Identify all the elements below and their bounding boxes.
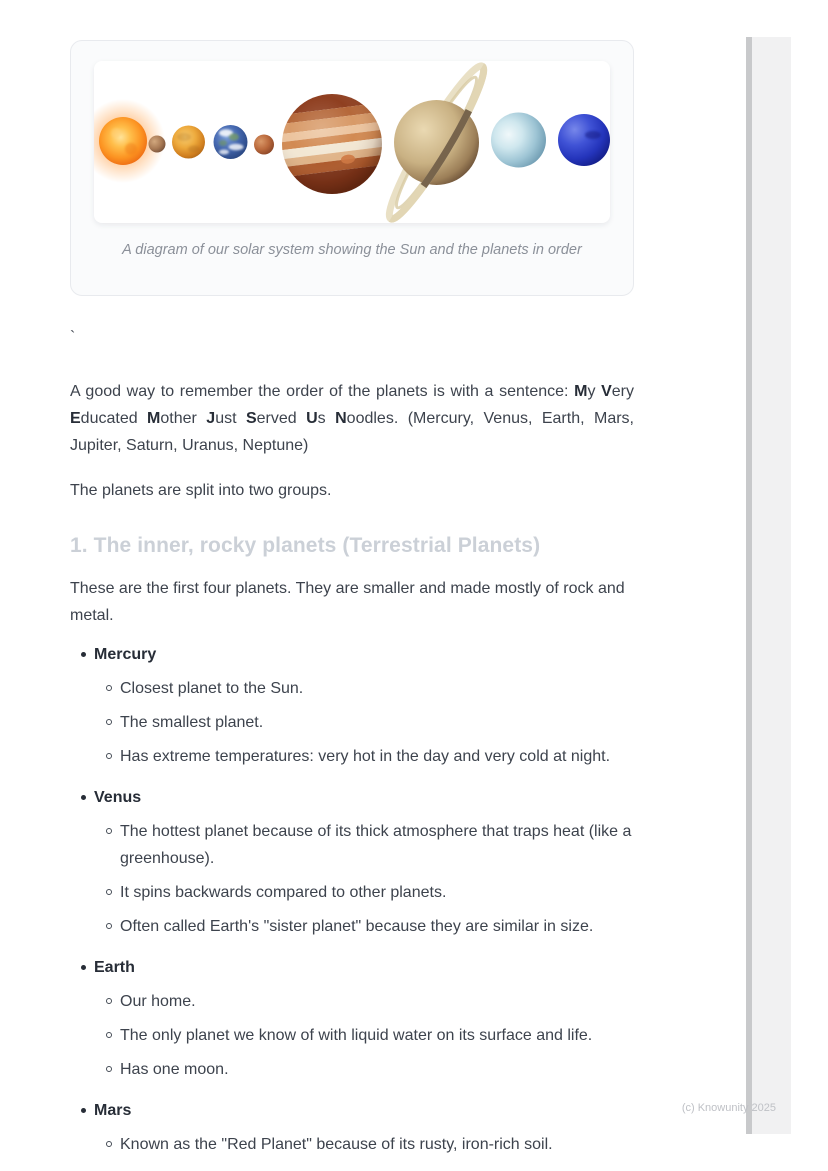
mnemonic-bold-letter: J <box>206 410 216 427</box>
mnemonic-bold-letter: S <box>245 410 257 427</box>
circle-bullet-icon <box>106 828 112 834</box>
circle-bullet-icon <box>106 719 112 725</box>
fact-item <box>94 675 634 702</box>
planet-group-mercury <box>70 641 634 770</box>
circle-bullet-icon <box>106 1141 112 1147</box>
circle-bullet-icon <box>106 685 112 691</box>
planet-group-earth <box>70 954 634 1083</box>
planet-name: Mars <box>94 1102 132 1119</box>
fact-item <box>94 743 634 770</box>
mnemonic-bold-letter: U <box>306 410 318 427</box>
fact-text: The hottest planet because of its thick atmosphere that traps heat (like a greenhouse). <box>120 823 632 867</box>
mars-graphic <box>254 135 274 155</box>
fact-item <box>94 818 634 872</box>
disc-bullet-icon <box>81 1108 86 1113</box>
watermark: (c) Knowunity 2025 <box>681 1102 776 1114</box>
fact-item <box>94 988 634 1015</box>
fact-text: Often called Earth's "sister planet" because they are similar in size. <box>120 918 594 935</box>
fact-item <box>94 913 634 940</box>
fact-text: Known as the "Red Planet" because of its rusty, iron-rich soil. <box>120 1136 553 1153</box>
solar-system-svg <box>94 61 610 223</box>
circle-bullet-icon <box>106 998 112 1004</box>
bullet-cell <box>70 954 94 981</box>
planet-list <box>70 641 634 1158</box>
circle-bullet-cell <box>94 1131 120 1158</box>
section-heading: 1. The inner, rocky planets (Terrestrial Planets) <box>70 534 541 557</box>
jupiter-graphic <box>266 82 399 206</box>
planet-name-row <box>70 1097 634 1124</box>
planet-group-venus <box>70 784 634 940</box>
circle-bullet-icon <box>106 923 112 929</box>
circle-bullet-cell <box>94 675 120 702</box>
fact-item <box>94 1056 634 1083</box>
disc-bullet-icon <box>81 965 86 970</box>
planet-name: Venus <box>94 789 142 806</box>
bullet-cell <box>70 784 94 811</box>
fact-text: Our home. <box>120 993 196 1010</box>
fact-text: Has one moon. <box>120 1061 229 1078</box>
fact-item <box>94 879 634 906</box>
fact-text: The smallest planet. <box>120 714 264 731</box>
scrollbar-thumb[interactable] <box>746 37 752 1134</box>
circle-bullet-icon <box>106 1032 112 1038</box>
disc-bullet-icon <box>81 652 86 657</box>
mnemonic-paragraph: A good way to remember the order of the planets is with a sentence: My Very Educated Mother Just Served Us Noodles. (Mercury, Venus, Earth, Mars, Jupiter, Saturn, Uranus, Neptune) <box>70 383 634 454</box>
mercury-graphic <box>149 136 166 153</box>
circle-bullet-cell <box>94 1056 120 1083</box>
fact-text: Closest planet to the Sun. <box>120 680 304 697</box>
saturn-graphic <box>380 61 494 223</box>
circle-bullet-cell <box>94 879 120 906</box>
planet-name: Earth <box>94 959 135 976</box>
planet-name-row <box>70 784 634 811</box>
circle-bullet-icon <box>106 889 112 895</box>
solar-system-figure-card <box>70 40 634 296</box>
earth-graphic <box>214 125 248 159</box>
fact-item <box>94 1131 634 1158</box>
stray-backtick: ` <box>70 329 76 346</box>
fact-text: It spins backwards compared to other planets. <box>120 884 447 901</box>
bullet-cell <box>70 1097 94 1124</box>
venus-graphic <box>172 126 205 159</box>
circle-bullet-cell <box>94 743 120 770</box>
planet-name-row <box>70 954 634 981</box>
section-intro: These are the first four planets. They are smaller and made mostly of rock and metal. <box>70 580 625 624</box>
circle-bullet-cell <box>94 709 120 736</box>
mnemonic-bold-letter: E <box>70 410 81 427</box>
groups-paragraph: The planets are split into two groups. <box>70 482 332 499</box>
circle-bullet-icon <box>106 1066 112 1072</box>
fact-item <box>94 1022 634 1049</box>
fact-text: Has extreme temperatures: very hot in the day and very cold at night. <box>120 748 611 765</box>
neptune-graphic <box>558 114 610 166</box>
uranus-graphic <box>491 113 546 168</box>
planet-name-row <box>70 641 634 668</box>
circle-bullet-cell <box>94 818 120 872</box>
figure-caption: A diagram of our solar system showing the Sun and the planets in order <box>122 242 582 258</box>
document-content <box>70 40 634 1158</box>
circle-bullet-cell <box>94 988 120 1015</box>
planet-name: Mercury <box>94 646 157 663</box>
mnemonic-bold-letter: V <box>601 383 612 400</box>
fact-item <box>94 709 634 736</box>
circle-bullet-icon <box>106 753 112 759</box>
circle-bullet-cell <box>94 1022 120 1049</box>
scrollbar-track[interactable] <box>752 37 791 1134</box>
solar-system-image <box>94 61 610 223</box>
disc-bullet-icon <box>81 795 86 800</box>
circle-bullet-cell <box>94 913 120 940</box>
mnemonic-bold-letter: M <box>147 410 161 427</box>
planet-group-mars <box>70 1097 634 1158</box>
fact-text: The only planet we know of with liquid water on its surface and life. <box>120 1027 593 1044</box>
mnemonic-bold-letter: N <box>335 410 347 427</box>
bullet-cell <box>70 641 94 668</box>
mnemonic-bold-letter: M <box>574 383 588 400</box>
